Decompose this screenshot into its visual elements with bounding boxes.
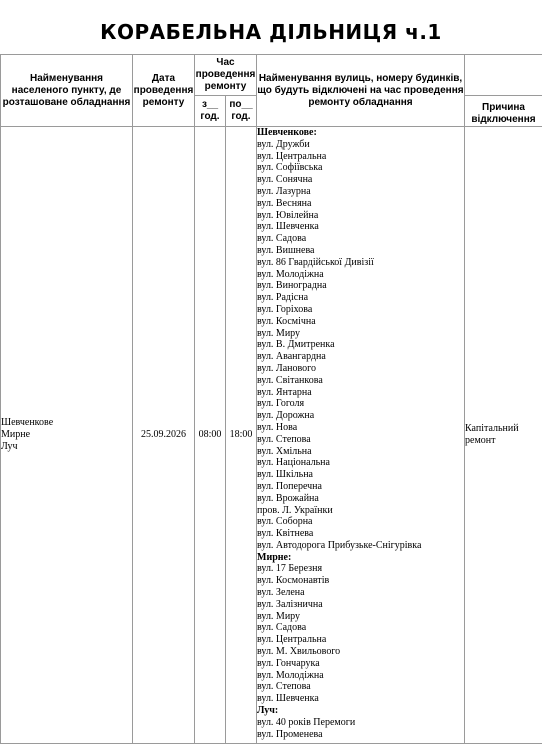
time-to-cell: 18:00 <box>226 127 257 744</box>
street-item: вул. Степова <box>257 433 311 445</box>
header-streets: Найменування вулиць, номеру будинків, що будуть відключені на час проведення ремонту обладнання <box>257 55 465 127</box>
settlement-name: Луч <box>1 441 18 452</box>
header-date: Дата проведення ремонту <box>133 55 195 127</box>
street-item: вул. Молодіжна <box>257 669 324 681</box>
settlements-cell <box>1 127 133 744</box>
street-group-label: Шевченкове: <box>257 127 317 138</box>
street-item: вул. Садова <box>257 233 307 245</box>
street-item: вул. Центральна <box>257 150 327 162</box>
street-item: вул. Хмільна <box>257 445 312 457</box>
streets-cell <box>257 127 465 744</box>
header-settlement: Найменування населеного пункту, де розташоване обладнання <box>1 55 133 127</box>
street-item: вул. Поперечна <box>257 480 322 492</box>
street-item: вул. Миру <box>257 327 301 339</box>
street-item: вул. Виноградна <box>257 280 327 292</box>
street-item: вул. Ювілейна <box>257 209 319 221</box>
street-item: вул. В. Дмитренка <box>257 339 335 351</box>
street-item: вул. Миру <box>257 610 301 622</box>
street-item: вул. Сонячна <box>257 174 313 186</box>
street-item: вул. Космонавтів <box>257 575 330 587</box>
street-item: вул. Вишнева <box>257 244 315 256</box>
street-item: вул. М. Хвильового <box>257 646 341 658</box>
street-item: вул. Променева <box>257 728 323 740</box>
street-item: вул. Лазурна <box>257 185 311 197</box>
street-item: вул. Гончарука <box>257 657 320 669</box>
header-time-to: по__ год. <box>226 96 257 127</box>
street-item: вул. Космічна <box>257 315 316 327</box>
street-item: вул. Світанкова <box>257 374 323 386</box>
street-item: вул. Шевченка <box>257 693 319 705</box>
street-item: вул. Авангардна <box>257 351 326 363</box>
street-item: вул. Ланового <box>257 362 317 374</box>
street-item: вул. Дружби <box>257 138 310 150</box>
street-item: вул. Софіївська <box>257 162 323 174</box>
street-item: вул. Дорожна <box>257 410 315 422</box>
street-item: вул. Шкільна <box>257 469 313 481</box>
street-item: вул. Весняна <box>257 197 312 209</box>
street-group-label: Луч: <box>257 705 279 717</box>
street-item: пров. Л. Українки <box>257 504 333 516</box>
street-item: вул. Молодіжна <box>257 268 324 280</box>
date-cell: 25.09.2026 <box>133 127 195 744</box>
header-reason-spacer <box>465 55 542 96</box>
street-item: вул. Степова <box>257 681 311 693</box>
street-item: вул. Врожайна <box>257 492 319 504</box>
street-item: вул. Радісна <box>257 292 309 304</box>
street-item: вул. Нова <box>257 421 298 433</box>
street-item: вул. 40 років Перемоги <box>257 716 356 728</box>
street-item: вул. Зелена <box>257 587 305 599</box>
street-list <box>257 127 464 740</box>
street-item: вул. Садова <box>257 622 307 634</box>
header-reason: Причина відключення <box>465 96 542 127</box>
street-item: вул. Соборна <box>257 516 313 528</box>
street-item: вул. Квітнева <box>257 528 314 540</box>
street-item: вул. Залізнична <box>257 598 323 610</box>
street-item: вул. Центральна <box>257 634 327 646</box>
header-time-from: з__ год. <box>195 96 226 127</box>
street-item: вул. Національна <box>257 457 330 469</box>
settlement-name: Шевченкове <box>1 417 54 428</box>
street-group-label: Мирне: <box>257 551 292 563</box>
street-item: вул. Шевченка <box>257 221 319 233</box>
reason-cell: Капітальний ремонт <box>465 127 542 744</box>
settlement-name: Мирне <box>1 429 31 440</box>
street-item: вул. Янтарна <box>257 386 312 398</box>
street-item: вул. Автодорога Прибузьке-Снігурівка <box>257 539 422 551</box>
street-item: вул. 86 Гвардійської Дивізії <box>257 256 374 268</box>
header-time: Час проведення ремонту <box>195 55 257 96</box>
street-item: вул. 17 Березня <box>257 563 323 575</box>
outage-table <box>0 54 542 744</box>
street-item: вул. Горіхова <box>257 303 313 315</box>
time-from-cell: 08:00 <box>195 127 226 744</box>
page-title: КОРАБЕЛЬНА ДІЛЬНИЦЯ ч.1 <box>100 20 442 44</box>
street-item: вул. Гоголя <box>257 398 305 410</box>
